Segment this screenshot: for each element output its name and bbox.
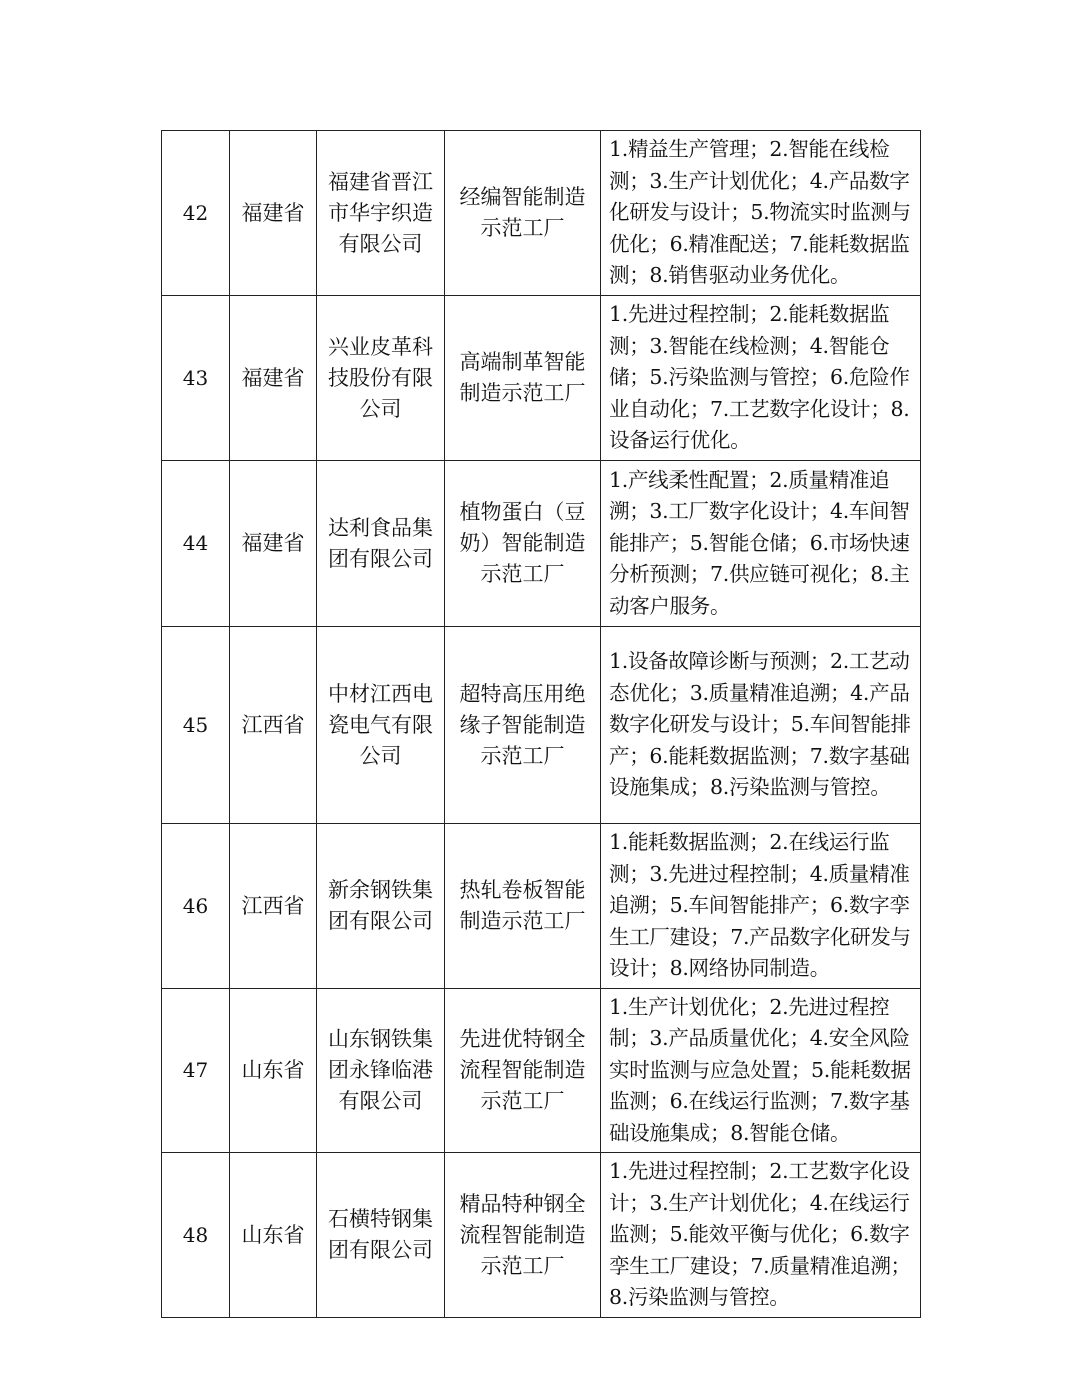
row-number: 44	[162, 461, 230, 627]
scenarios-cell: 1.产线柔性配置；2.质量精准追溯；3.工厂数字化设计；4.车间智能排产；5.智能仓储；6.市场快速分析预测；7.供应链可视化；8.主动客户服务。	[601, 461, 921, 627]
table-row	[162, 824, 921, 989]
table-row	[162, 131, 921, 296]
scenarios-cell: 1.先进过程控制；2.能耗数据监测；3.智能在线检测；4.智能仓储；5.污染监测与管控；6.危险作业自动化；7.工艺数字化设计；8.设备运行优化。	[601, 296, 921, 461]
project-cell: 超特高压用绝缘子智能制造示范工厂	[445, 627, 601, 824]
company-cell: 达利食品集团有限公司	[317, 461, 445, 627]
province-cell: 山东省	[230, 1153, 317, 1318]
table-row	[162, 1153, 921, 1318]
project-cell: 高端制革智能制造示范工厂	[445, 296, 601, 461]
row-number: 42	[162, 131, 230, 296]
scenarios-cell: 1.生产计划优化；2.先进过程控制；3.产品质量优化；4.安全风险实时监测与应急处置；5.能耗数据监测；6.在线运行监测；7.数字基础设施集成；8.智能仓储。	[601, 989, 921, 1153]
project-cell: 精品特种钢全流程智能制造示范工厂	[445, 1153, 601, 1318]
table-row	[162, 296, 921, 461]
company-cell: 新余钢铁集团有限公司	[317, 824, 445, 989]
project-cell: 植物蛋白（豆奶）智能制造示范工厂	[445, 461, 601, 627]
table-row	[162, 627, 921, 824]
province-cell: 福建省	[230, 461, 317, 627]
scenarios-cell: 1.能耗数据监测；2.在线运行监测；3.先进过程控制；4.质量精准追溯；5.车间智能排产；6.数字孪生工厂建设；7.产品数字化研发与设计；8.网络协同制造。	[601, 824, 921, 989]
company-cell: 兴业皮革科技股份有限公司	[317, 296, 445, 461]
province-cell: 福建省	[230, 296, 317, 461]
table-row	[162, 461, 921, 627]
row-number: 46	[162, 824, 230, 989]
demo-factory-table	[161, 130, 921, 1318]
project-cell: 热轧卷板智能制造示范工厂	[445, 824, 601, 989]
project-cell: 经编智能制造示范工厂	[445, 131, 601, 296]
row-number: 43	[162, 296, 230, 461]
company-cell: 山东钢铁集团永锋临港有限公司	[317, 989, 445, 1153]
row-number: 47	[162, 989, 230, 1153]
province-cell: 江西省	[230, 627, 317, 824]
project-cell: 先进优特钢全流程智能制造示范工厂	[445, 989, 601, 1153]
company-cell: 石横特钢集团有限公司	[317, 1153, 445, 1318]
province-cell: 福建省	[230, 131, 317, 296]
company-cell: 福建省晋江市华宇织造有限公司	[317, 131, 445, 296]
scenarios-cell: 1.设备故障诊断与预测；2.工艺动态优化；3.质量精准追溯；4.产品数字化研发与设计；5.车间智能排产；6.能耗数据监测；7.数字基础设施集成；8.污染监测与管控。	[601, 627, 921, 824]
scenarios-cell: 1.先进过程控制；2.工艺数字化设计；3.生产计划优化；4.在线运行监测；5.能效平衡与优化；6.数字孪生工厂建设；7.质量精准追溯；8.污染监测与管控。	[601, 1153, 921, 1318]
scenarios-cell: 1.精益生产管理；2.智能在线检测；3.生产计划优化；4.产品数字化研发与设计；5.物流实时监测与优化；6.精准配送；7.能耗数据监测；8.销售驱动业务优化。	[601, 131, 921, 296]
row-number: 48	[162, 1153, 230, 1318]
table-row	[162, 989, 921, 1153]
company-cell: 中材江西电瓷电气有限公司	[317, 627, 445, 824]
province-cell: 山东省	[230, 989, 317, 1153]
row-number: 45	[162, 627, 230, 824]
province-cell: 江西省	[230, 824, 317, 989]
